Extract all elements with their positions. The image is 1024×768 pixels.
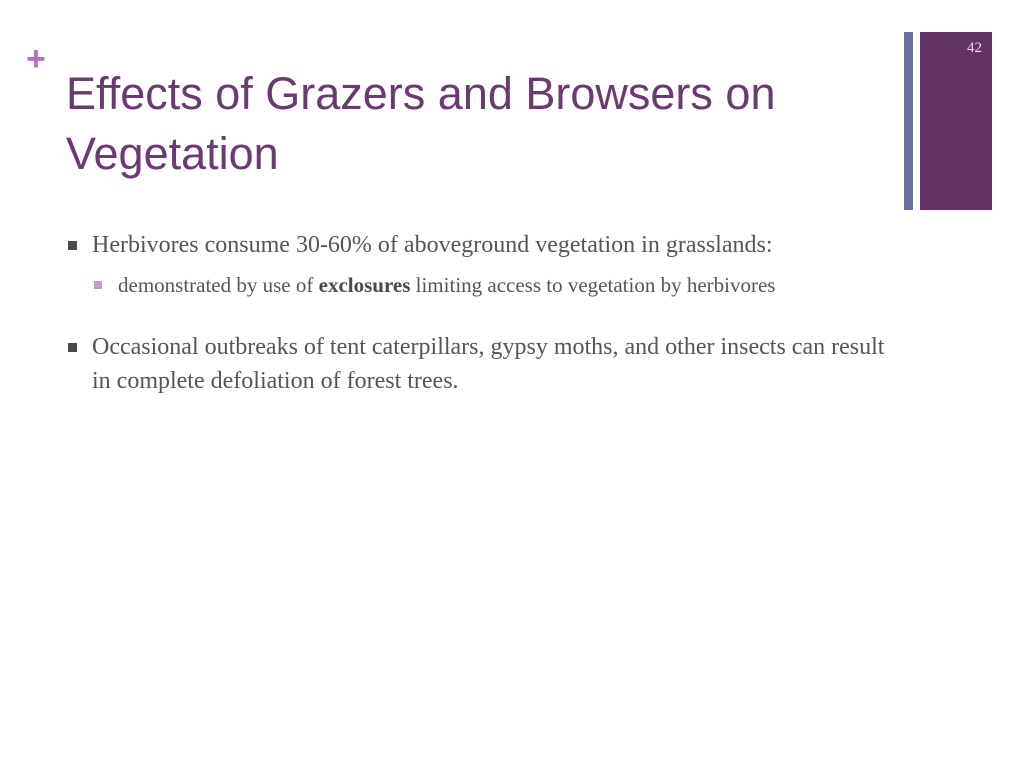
square-bullet-icon [68, 343, 77, 352]
bullet-outbreaks [66, 330, 886, 398]
square-sub-bullet-icon [94, 281, 102, 289]
bullet-herbivores-text: Herbivores consume 30-60% of aboveground vegetation in grasslands: [92, 232, 773, 258]
slide-content [66, 228, 886, 398]
bullet-herbivores [66, 228, 886, 262]
bullet-outbreaks-text: Occasional outbreaks of tent caterpillars, gypsy moths, and other insects can result in complete defoliation of forest trees. [92, 334, 885, 394]
accent-bar-thin [904, 32, 913, 210]
sub-bullet-text-after: limiting access to vegetation by herbivores [410, 273, 776, 297]
sub-bullet-text-before: demonstrated by use of [118, 273, 319, 297]
sub-bullet-exclosures [92, 270, 886, 300]
slide-number: 42 [967, 40, 982, 56]
slide-title: Effects of Grazers and Browsers on Vegetation [66, 68, 776, 179]
plus-icon: + [26, 40, 46, 78]
square-bullet-icon [68, 241, 77, 250]
accent-bar-wide [920, 32, 992, 210]
sub-bullet-bold-term: exclosures [318, 273, 411, 297]
